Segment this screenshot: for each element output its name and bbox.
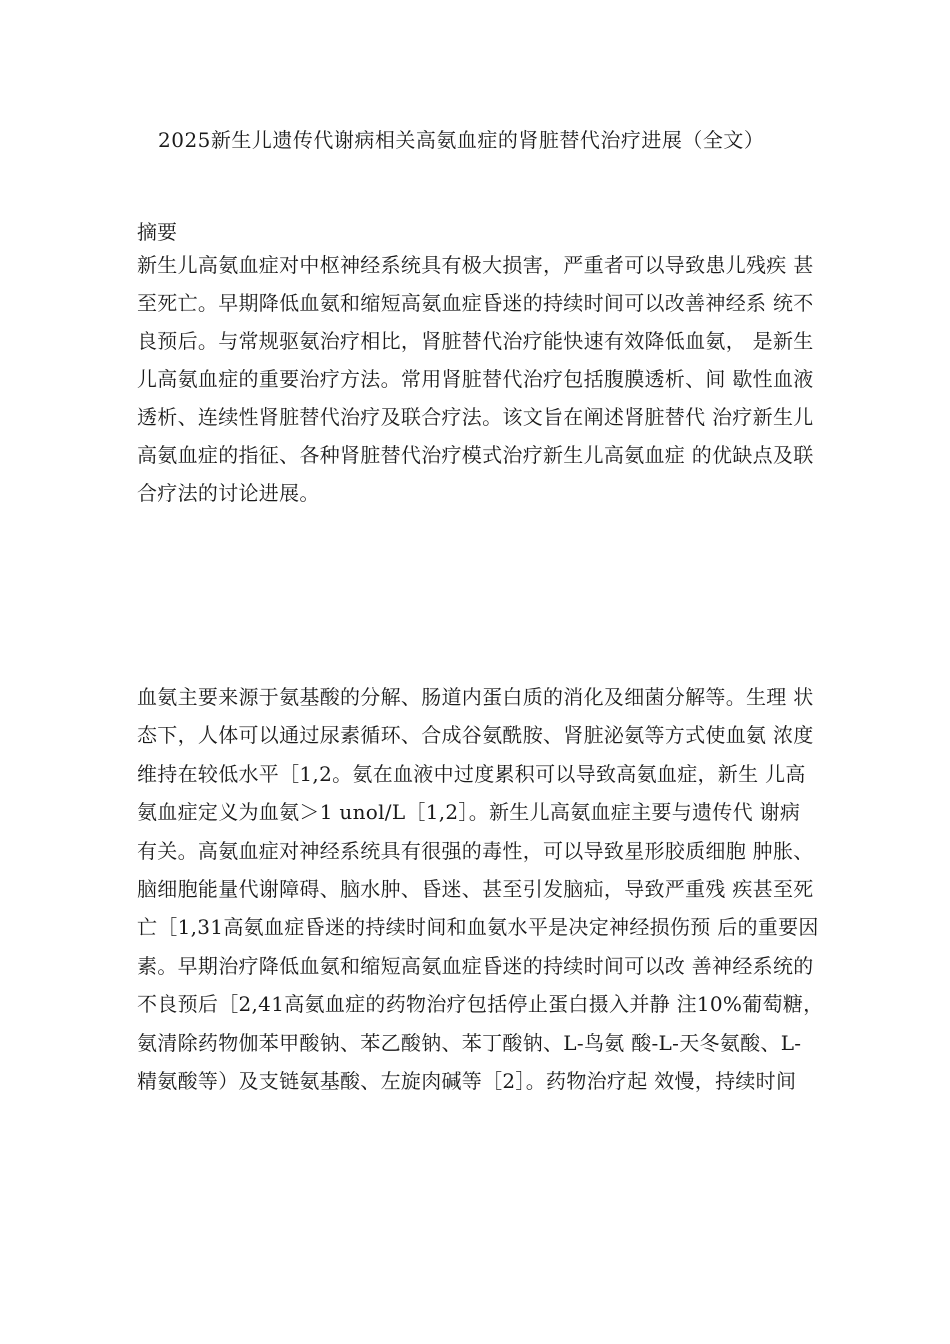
abstract-line: 儿高氨血症的重要治疗方法。常用肾脏替代治疗包括腹膜透析、间 歇性血液: [137, 367, 814, 391]
body-line: 脑细胞能量代谢障碍、脑水肿、昏迷、甚至引发脑疝，导致严重残 疾甚至死: [137, 876, 814, 901]
body-line: 氨清除药物伽苯甲酸钠、苯乙酸钠、苯丁酸钠、L-鸟氨 酸-L-天冬氨酸、L-: [137, 1030, 802, 1055]
body-line: 亡［1,31高氨血症昏迷的持续时间和血氨水平是决定神经损伤预 后的重要因: [137, 915, 819, 940]
abstract-line: 良预后。与常规驱氨治疗相比，肾脏替代治疗能快速有效降低血氨， 是新生: [137, 329, 814, 353]
abstract-line: 合疗法的讨论进展。: [137, 481, 320, 505]
abstract-line: 高氨血症的指征、各种肾脏替代治疗模式治疗新生儿高氨血症 的优缺点及联: [137, 443, 814, 467]
body-paragraph: [137, 678, 827, 1100]
body-line: 素。早期治疗降低血氨和缩短高氨血症昏迷的持续时间可以改 善神经系统的: [137, 953, 814, 978]
body-line: 态下，人体可以通过尿素循环、合成谷氨酰胺、肾脏泌氨等方式使血氨 浓度: [137, 723, 814, 748]
body-line: 氨血症定义为血氨＞1 unol/L［1,2］。新生儿高氨血症主要与遗传代 谢病: [137, 800, 801, 825]
document-title: 2025新生儿遗传代谢病相关高氨血症的肾脏替代治疗进展（全文）: [158, 128, 765, 152]
body-line: 有关。高氨血症对神经系统具有很强的毒性，可以导致星形胶质细胞 肿胀、: [137, 838, 814, 863]
body-line: 血氨主要来源于氨基酸的分解、肠道内蛋白质的消化及细菌分解等。生理 状: [137, 685, 814, 709]
abstract-paragraph: [137, 246, 827, 512]
body-line: 精氨酸等）及支链氨基酸、左旋肉碱等［2］。药物治疗起 效慢，持续时间: [137, 1068, 797, 1093]
abstract-line: 透析、连续性肾脏替代治疗及联合疗法。该文旨在阐述肾脏替代 治疗新生儿: [137, 405, 814, 429]
abstract-line: 至死亡。早期降低血氨和缩短高氨血症昏迷的持续时间可以改善神经系 统不: [137, 291, 814, 315]
body-line: 维持在较低水平［1,2。氨在血液中过度累积可以导致高氨血症，新生 儿高: [137, 761, 806, 786]
abstract-line: 新生儿高氨血症对中枢神经系统具有极大损害，严重者可以导致患儿残疾 甚: [137, 253, 814, 277]
body-line: 不良预后［2,41高氨血症的药物治疗包括停止蛋白摄入并静 注10%葡萄糖，: [137, 992, 824, 1017]
abstract-heading: 摘要: [137, 220, 177, 244]
